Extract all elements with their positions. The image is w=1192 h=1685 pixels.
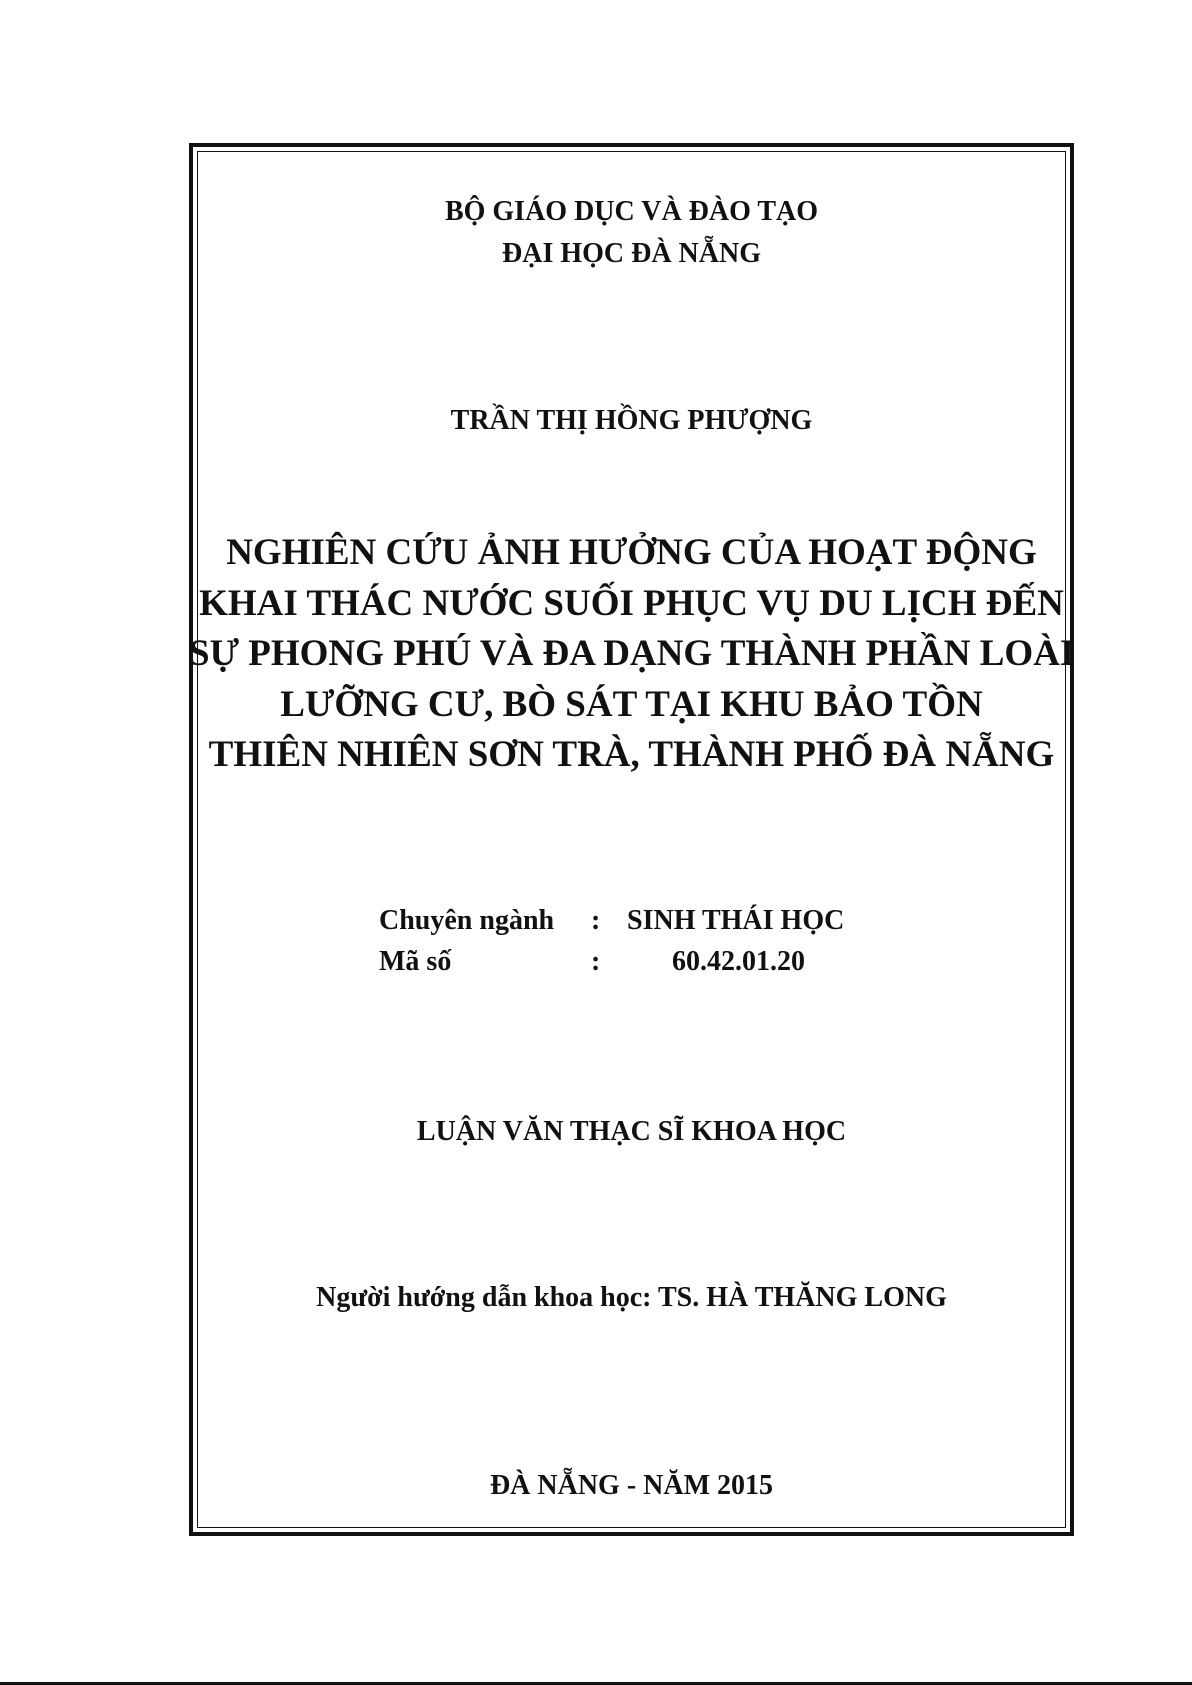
advisor: Người hướng dẫn khoa học: TS. HÀ THĂNG LONG <box>316 1282 947 1313</box>
code-row <box>379 946 859 987</box>
thesis-title-line: NGHIÊN CỨU ẢNH HƯỞNG CỦA HOẠT ĐỘNG <box>226 532 1037 573</box>
code-colon: : <box>591 946 601 977</box>
thesis-title <box>189 528 1074 781</box>
major-colon: : <box>591 905 601 936</box>
university-name: ĐẠI HỌC ĐÀ NẴNG <box>502 238 761 269</box>
code-value: 60.42.01.20 <box>672 946 805 977</box>
major-row <box>379 905 859 946</box>
thesis-title-line: KHAI THÁC NƯỚC SUỐI PHỤC VỤ DU LỊCH ĐẾN <box>199 582 1064 624</box>
page-border-inner <box>197 151 1066 1528</box>
thesis-type: LUẬN VĂN THẠC SĨ KHOA HỌC <box>416 1116 847 1147</box>
major-value: SINH THÁI HỌC <box>627 905 845 936</box>
author-name: TRẦN THỊ HỒNG PHƯỢNG <box>450 405 813 436</box>
thesis-title-line: THIÊN NHIÊN SƠN TRÀ, THÀNH PHỐ ĐÀ NẴNG <box>208 734 1055 775</box>
ministry-name: BỘ GIÁO DỤC VÀ ĐÀO TẠO <box>444 196 819 227</box>
thesis-title-line: LƯỠNG CƯ, BÒ SÁT TẠI KHU BẢO TỒN <box>280 683 983 725</box>
program-info <box>379 905 859 987</box>
thesis-title-line: SỰ PHONG PHÚ VÀ ĐA DẠNG THÀNH PHẦN LOÀI <box>189 633 1075 674</box>
place-year: ĐÀ NẴNG - NĂM 2015 <box>489 1470 774 1501</box>
code-label: Mã số <box>379 946 452 977</box>
major-label: Chuyên ngành <box>379 905 555 936</box>
